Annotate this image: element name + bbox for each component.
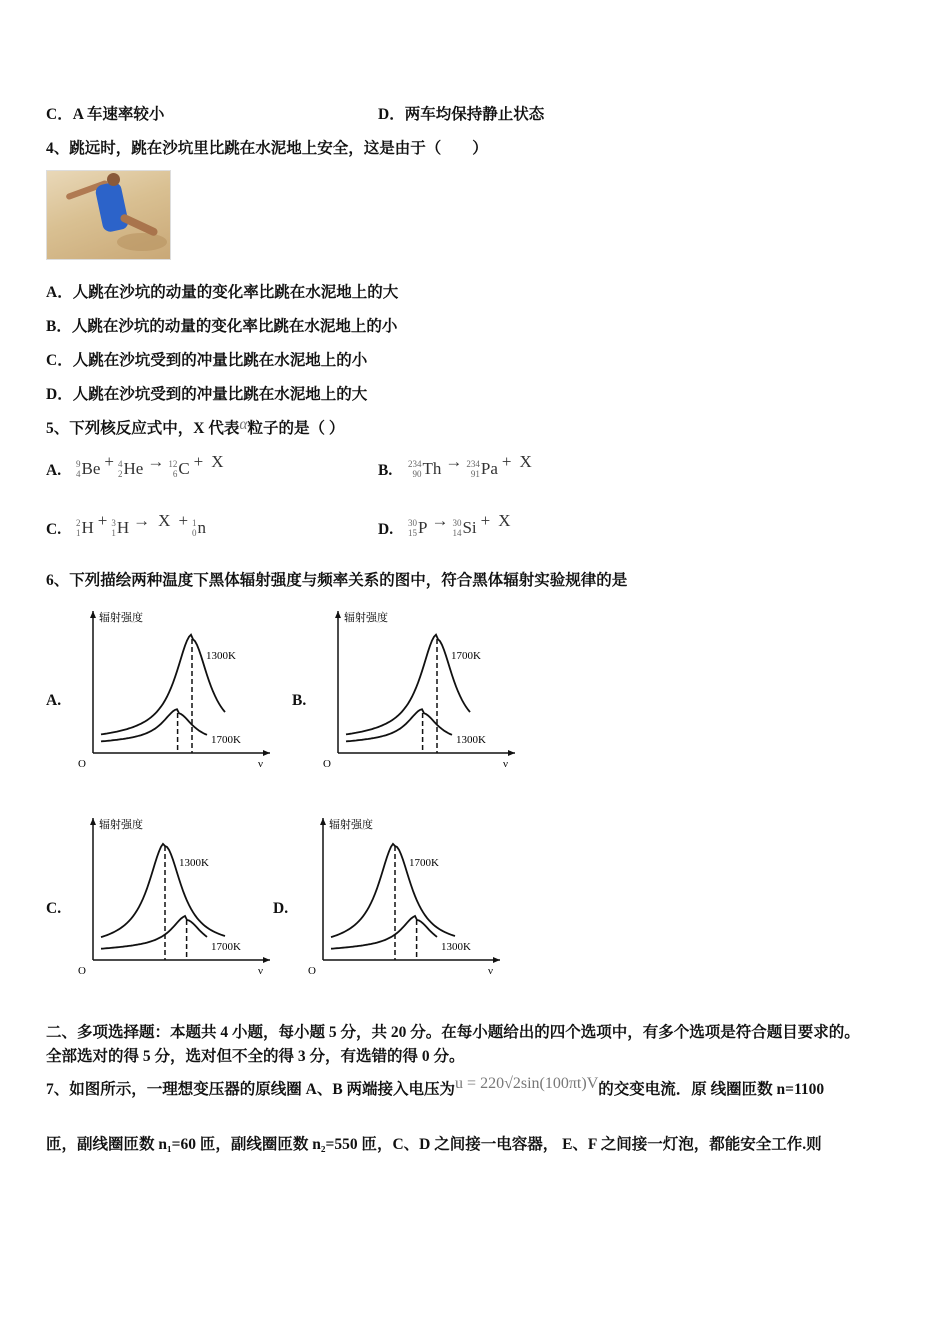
q7-line1 — [46, 1077, 824, 1099]
atomic-number: 90 — [412, 469, 422, 479]
y-axis-label: 辐射强度 — [344, 612, 388, 624]
nuclide — [76, 459, 100, 479]
origin-label: O — [78, 758, 86, 770]
low-curve-temperature-label: 1300K — [441, 941, 471, 953]
nuclide — [466, 459, 498, 479]
x-arrow — [263, 957, 270, 963]
element-symbol: C — [178, 459, 190, 478]
x-axis-label: ν — [258, 758, 263, 770]
nuclide — [76, 518, 94, 538]
y-arrow — [320, 818, 326, 825]
element-symbol: P — [418, 518, 428, 537]
q5-stem-pre: 5、下列核反应式中，X 代表 — [46, 420, 240, 437]
alpha-symbol: α — [239, 416, 248, 433]
mass-number: 30 — [408, 518, 417, 528]
element-symbol: He — [123, 459, 144, 478]
operator: + — [480, 511, 491, 530]
y-arrow — [335, 611, 341, 618]
voltage-formula: u = 220√2sin(100πt)V — [455, 1075, 599, 1092]
q5-option-c[interactable]: C. — [46, 521, 62, 538]
q6-option-d[interactable]: D. — [273, 900, 289, 917]
q5-stem-post: 粒子的是（ ） — [247, 420, 345, 437]
q4-option-b[interactable]: B．人跳在沙坑的动量的变化率比跳在水泥地上的小 — [46, 318, 398, 335]
q5-stem — [46, 416, 344, 438]
q7-post: 的交变电流．原 线圈匝数 n=1100 — [598, 1081, 825, 1098]
radiation-graph — [75, 812, 275, 982]
nuclide — [408, 459, 441, 479]
operator: X — [519, 452, 532, 471]
origin-label: O — [323, 758, 331, 770]
operator: → — [431, 511, 449, 530]
element-symbol: H — [116, 518, 130, 537]
y-axis-label: 辐射强度 — [99, 819, 143, 831]
reaction-equation — [76, 511, 206, 538]
radiation-graph — [75, 605, 275, 775]
reaction-equation — [76, 452, 228, 479]
x-arrow — [263, 750, 270, 756]
q5-option-b[interactable]: B. — [378, 462, 393, 479]
section2-line2: 全部选对的得 5 分，选对但不全的得 3 分，有选错的得 0 分。 — [46, 1048, 465, 1065]
element-symbol: n — [197, 518, 207, 537]
nuclide — [118, 459, 143, 479]
x-axis-label: ν — [488, 965, 493, 977]
nuclide — [192, 518, 206, 538]
atomic-number: 1 — [76, 528, 81, 538]
low-intensity-curve — [331, 916, 437, 949]
q4-stem: 4、跳远时，跳在沙坑里比跳在水泥地上安全，这是由于（ ） — [46, 140, 488, 157]
atomic-number: 15 — [408, 528, 417, 538]
operator: X — [498, 511, 511, 530]
y-arrow — [90, 611, 96, 618]
low-intensity-curve — [101, 916, 207, 949]
atomic-number: 14 — [452, 528, 462, 538]
atomic-number: 0 — [192, 528, 197, 538]
q6-option-a[interactable]: A. — [46, 692, 62, 709]
operator: X — [211, 452, 224, 471]
element-symbol: H — [81, 518, 94, 537]
operator: + — [104, 452, 114, 471]
operator: → — [133, 511, 151, 530]
radiation-graph — [320, 605, 520, 775]
x-arrow — [508, 750, 515, 756]
q5-option-d[interactable]: D. — [378, 521, 394, 538]
mass-number: 12 — [168, 459, 178, 469]
q4-option-a[interactable]: A．人跳在沙坑的动量的变化率比跳在水泥地上的大 — [46, 284, 399, 301]
radiation-graph — [305, 812, 505, 982]
high-curve-temperature-label: 1700K — [451, 650, 481, 662]
low-curve-temperature-label: 1700K — [211, 941, 241, 953]
q7-pre: 7、如图所示，一理想变压器的原线圈 A、B 两端接入电压为 — [46, 1081, 456, 1098]
nuclide — [168, 459, 189, 479]
q3-option-d[interactable]: D．两车均保持静止状态 — [378, 106, 545, 123]
atomic-number: 6 — [172, 469, 178, 479]
long-jump-photo — [46, 170, 171, 260]
nuclide — [452, 518, 476, 538]
high-curve-temperature-label: 1300K — [179, 857, 209, 869]
operator: → — [147, 452, 165, 471]
y-arrow — [90, 818, 96, 825]
operator: X — [158, 511, 171, 530]
atomic-number: 91 — [470, 469, 480, 479]
q6-option-b[interactable]: B. — [292, 692, 307, 709]
reaction-equation — [408, 511, 515, 538]
q5-option-a[interactable]: A. — [46, 462, 62, 479]
y-axis-label: 辐射强度 — [329, 819, 373, 831]
operator: + — [501, 452, 512, 471]
high-curve-temperature-label: 1300K — [206, 650, 236, 662]
atomic-number: 4 — [76, 469, 81, 479]
q7-line2: 匝，副线圈匝数 n₁=60 匝，副线圈匝数 n₂=550 匝，C、D 之间接一电容器， E、F 之间接一灯泡，都能安全工作.则 — [46, 1136, 822, 1153]
high-curve-temperature-label: 1700K — [409, 857, 439, 869]
x-axis-label: ν — [503, 758, 508, 770]
x-axis-label: ν — [258, 965, 263, 977]
mass-number: 4 — [117, 459, 123, 469]
operator: + — [97, 511, 108, 530]
mass-number: 234 — [408, 459, 422, 469]
x-arrow — [493, 957, 500, 963]
element-symbol: Pa — [480, 459, 498, 478]
atomic-number: 1 — [111, 528, 116, 538]
q6-option-c[interactable]: C. — [46, 900, 62, 917]
y-axis-label: 辐射强度 — [99, 612, 143, 624]
q6-stem: 6、下列描绘两种温度下黑体辐射强度与频率关系的图中，符合黑体辐射实验规律的是 — [46, 572, 628, 589]
element-symbol: Th — [422, 459, 442, 478]
element-symbol: Be — [81, 459, 101, 478]
q3-option-c[interactable]: C．A 车速率较小 — [46, 106, 165, 123]
nuclide — [408, 518, 427, 538]
low-curve-temperature-label: 1700K — [211, 734, 241, 746]
section2-line1: 二、多项选择题：本题共 4 小题，每小题 5 分，共 20 分。在每小题给出的四个选项中，有多个选项是符合题目要求的。 — [46, 1024, 860, 1041]
mass-number: 2 — [76, 518, 81, 528]
operator: → — [445, 452, 463, 471]
nuclide — [111, 518, 129, 538]
origin-label: O — [78, 965, 86, 977]
reaction-equation — [408, 452, 536, 479]
origin-label: O — [308, 965, 316, 977]
element-symbol: Si — [462, 518, 477, 537]
mass-number: 234 — [466, 459, 480, 469]
atomic-number: 2 — [117, 469, 123, 479]
q4-option-d[interactable]: D．人跳在沙坑受到的冲量比跳在水泥地上的大 — [46, 386, 368, 403]
q4-option-c[interactable]: C．人跳在沙坑受到的冲量比跳在水泥地上的小 — [46, 352, 368, 369]
mass-number: 9 — [76, 459, 81, 469]
mass-number: 30 — [452, 518, 462, 528]
mass-number: 1 — [192, 518, 197, 528]
low-curve-temperature-label: 1300K — [456, 734, 486, 746]
mass-number: 3 — [111, 518, 116, 528]
operator: + — [178, 511, 189, 530]
operator: + — [193, 452, 204, 471]
